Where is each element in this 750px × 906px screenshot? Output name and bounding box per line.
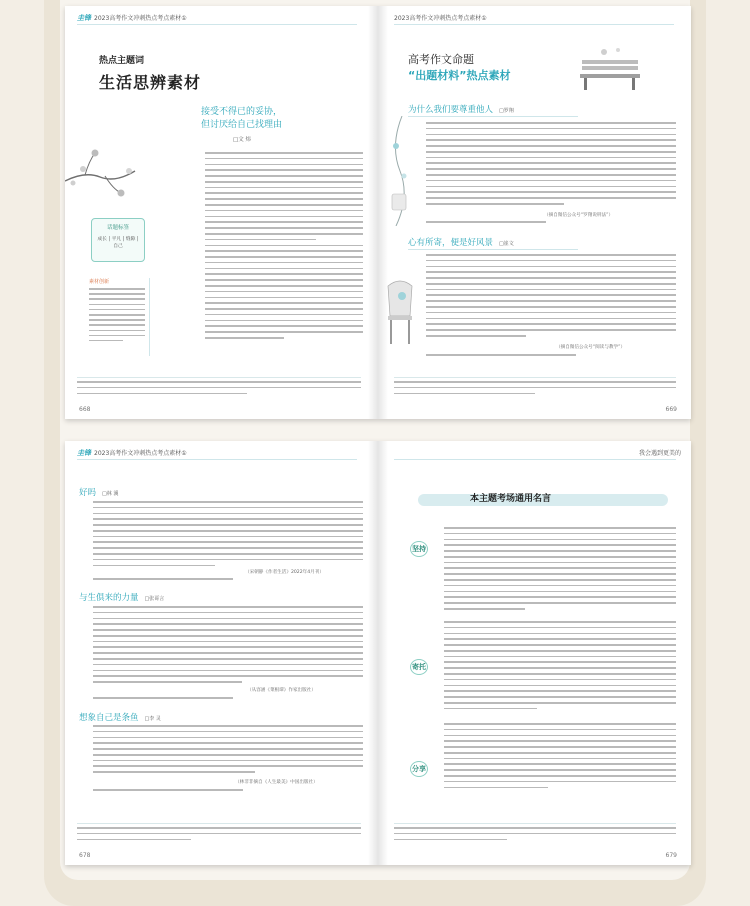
section-1-comment <box>426 221 546 227</box>
page-footnote <box>394 823 676 849</box>
page-669 <box>378 6 691 419</box>
section-title-text: 与生俱来的力量 <box>79 593 139 603</box>
page-668 <box>65 6 378 419</box>
section-2-body <box>93 606 363 687</box>
sidebar-label: 素材创新 <box>89 279 110 285</box>
section-title-1 <box>79 486 118 498</box>
section-author: □林 溪 <box>102 491 119 497</box>
section-author: □崔文 <box>499 241 514 247</box>
book-spread-bottom <box>65 441 691 865</box>
page-number: 678 <box>79 852 91 859</box>
title-line-2: “出题材料”热点素材 <box>408 69 511 82</box>
section-author: □张哥言 <box>144 596 165 602</box>
source-note-2: （摘自微信公众号“阅读与教学”） <box>556 345 626 350</box>
header-rule <box>77 459 357 460</box>
side-label-persistence: 坚持 <box>410 541 428 557</box>
side-label-sustenance: 寄托 <box>410 659 428 675</box>
page-title <box>408 52 510 84</box>
header-text: 2023高考作文冲刺热点考点素材① <box>94 450 187 457</box>
bench-illustration <box>574 46 648 92</box>
article-title <box>201 106 282 132</box>
section-1-body <box>426 122 676 209</box>
section-title-text: 好吗 <box>79 488 97 498</box>
header-rule <box>394 24 674 25</box>
kicker: 热点主题词 <box>99 56 145 66</box>
section-2-comment <box>426 354 576 360</box>
section-title-3 <box>79 711 161 723</box>
section-title-text: 为什么我们要尊重他人 <box>408 105 494 115</box>
source-note-2: （从容涵《菜根谭》作家出版社） <box>247 688 316 693</box>
page-number: 668 <box>79 406 91 413</box>
topic-tags: 成长 | 平凡 | 缝隙 | 自己 <box>97 237 139 249</box>
source-note-1: （宋朝静《作者生活》2022年4月刊） <box>245 570 324 575</box>
section-2-body <box>426 254 676 341</box>
section-3-comment <box>93 789 243 795</box>
section-2-comment <box>93 697 233 703</box>
brand-logo: 圭锋 <box>77 449 91 457</box>
article-title-line-2: 但讨厌给自己找理由 <box>201 120 283 130</box>
book-gutter <box>368 441 388 865</box>
page-header <box>77 13 187 23</box>
brand-logo: 圭锋 <box>77 14 91 22</box>
topic-tag-box <box>91 218 145 262</box>
section-3-body <box>93 725 363 777</box>
section-title-text: 想象自己是条鱼 <box>79 713 139 723</box>
source-note-1: （摘自微信公众号“罗翔说刑法”） <box>544 213 614 218</box>
page-679 <box>378 441 691 865</box>
sidebar-divider <box>149 278 150 356</box>
quotes-group-1 <box>444 527 676 614</box>
section-rule <box>408 116 578 117</box>
section-1-body <box>93 501 363 570</box>
page-header <box>639 448 681 457</box>
page-number: 669 <box>665 406 677 413</box>
section-title-2 <box>79 591 164 603</box>
section-1-comment <box>93 578 233 584</box>
header-rule <box>77 24 357 25</box>
page-title: 生活思辨素材 <box>99 73 202 92</box>
header-rule <box>394 459 676 460</box>
title-line-1: 高考作文命题 <box>408 53 474 66</box>
book-spread-top <box>65 6 691 419</box>
section-title-2 <box>408 236 514 248</box>
section-author: □李 灵 <box>144 716 161 722</box>
topic-tag-label: 话题标签 <box>106 225 129 231</box>
section-title-1 <box>408 103 514 115</box>
side-label-sharing: 分享 <box>410 761 428 777</box>
article-author: □文 炜 <box>233 137 251 143</box>
article-body <box>205 152 363 343</box>
page-number: 679 <box>665 852 677 859</box>
page-footnote <box>77 823 361 849</box>
page-footnote <box>394 377 676 403</box>
header-text: 2023高考作文冲刺热点考点素材① <box>394 15 487 22</box>
quotes-group-3 <box>444 723 676 792</box>
section-title-text: 心有所寄，便是好风景 <box>408 238 494 248</box>
banner-title: 本主题考场通用名言 <box>470 494 552 504</box>
source-note-3: （林非非摘自《人生最美》中国出版社） <box>235 780 318 785</box>
header-text: 我会遇到更美的 <box>638 450 681 457</box>
section-author: □罗翔 <box>499 108 514 114</box>
page-header <box>394 13 487 22</box>
page-header <box>77 448 187 458</box>
header-text: 2023高考作文冲刺热点考点素材① <box>94 15 187 22</box>
sidebar-text <box>89 288 145 345</box>
page-footnote <box>77 377 361 403</box>
article-title-line-1: 接受不得已的妥协， <box>201 107 283 117</box>
plum-branch-illustration <box>65 141 145 211</box>
page-678 <box>65 441 378 865</box>
quotes-group-2 <box>444 621 676 714</box>
book-gutter <box>368 6 388 419</box>
section-rule <box>408 249 578 250</box>
